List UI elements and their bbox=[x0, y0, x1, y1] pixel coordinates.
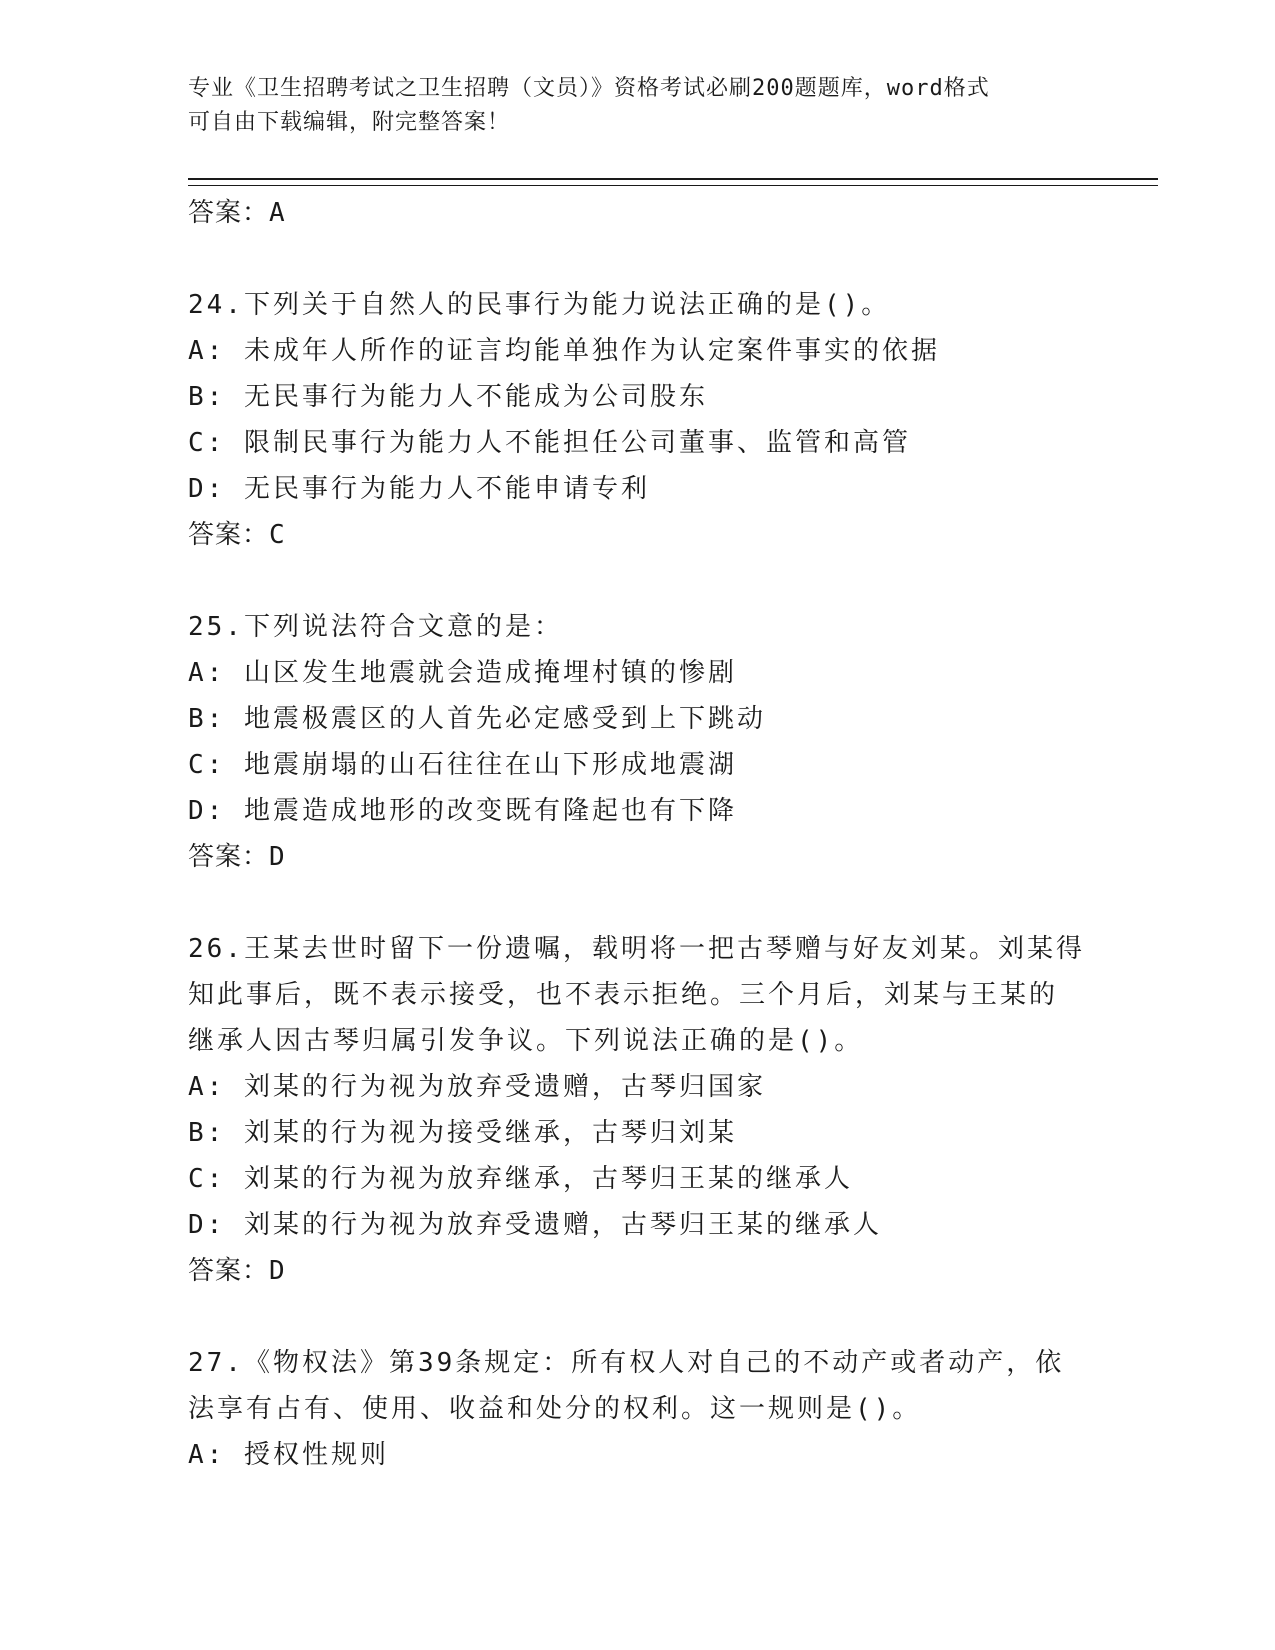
option-a: A: 未成年人所作的证言均能单独作为认定案件事实的依据 bbox=[188, 336, 940, 366]
question-list bbox=[188, 190, 1088, 1478]
answer-line: 答案：D bbox=[188, 842, 286, 872]
header-divider bbox=[188, 178, 1158, 186]
question-25 bbox=[188, 604, 1088, 880]
document-header bbox=[188, 72, 1068, 140]
option-a: A: 刘某的行为视为放弃受遗赠，古琴归国家 bbox=[188, 1072, 766, 1102]
option-c: C: 刘某的行为视为放弃继承，古琴归王某的继承人 bbox=[188, 1164, 853, 1194]
previous-answer: 答案：A bbox=[188, 198, 286, 228]
question-stem-line-1: 26.王某去世时留下一份遗嘱，载明将一把古琴赠与好友刘某。刘某得 bbox=[188, 934, 1085, 964]
question-stem-line-2: 知此事后，既不表示接受，也不表示拒绝。三个月后，刘某与王某的 bbox=[188, 980, 1059, 1010]
option-c: C: 限制民事行为能力人不能担任公司董事、监管和高管 bbox=[188, 428, 911, 458]
question-stem: 24.下列关于自然人的民事行为能力说法正确的是()。 bbox=[188, 290, 891, 320]
spacer bbox=[188, 236, 1088, 282]
spacer bbox=[188, 558, 1088, 604]
header-line-2: 可自由下载编辑，附完整答案！ bbox=[188, 110, 511, 135]
option-d: D: 无民事行为能力人不能申请专利 bbox=[188, 474, 650, 504]
question-stem: 25.下列说法符合文意的是： bbox=[188, 612, 563, 642]
option-b: B: 地震极震区的人首先必定感受到上下跳动 bbox=[188, 704, 766, 734]
option-a: A: 山区发生地震就会造成掩埋村镇的惨剧 bbox=[188, 658, 737, 688]
option-c: C: 地震崩塌的山石往往在山下形成地震湖 bbox=[188, 750, 737, 780]
spacer bbox=[188, 880, 1088, 926]
option-d: D: 刘某的行为视为放弃受遗赠，古琴归王某的继承人 bbox=[188, 1210, 882, 1240]
question-27 bbox=[188, 1340, 1088, 1478]
question-stem-line-2: 法享有占有、使用、收益和处分的权利。这一规则是()。 bbox=[188, 1394, 922, 1424]
option-b: B: 无民事行为能力人不能成为公司股东 bbox=[188, 382, 708, 412]
option-d: D: 地震造成地形的改变既有隆起也有下降 bbox=[188, 796, 737, 826]
answer-line: 答案：C bbox=[188, 520, 286, 550]
option-b: B: 刘某的行为视为接受继承，古琴归刘某 bbox=[188, 1118, 737, 1148]
spacer bbox=[188, 1294, 1088, 1340]
question-26 bbox=[188, 926, 1088, 1294]
question-stem-line-1: 27.《物权法》第39条规定：所有权人对自己的不动产或者动产，依 bbox=[188, 1348, 1065, 1378]
question-24 bbox=[188, 282, 1088, 558]
header-line-1: 专业《卫生招聘考试之卫生招聘（文员）》资格考试必刷200题题库，word格式 bbox=[188, 76, 990, 101]
option-a: A: 授权性规则 bbox=[188, 1440, 389, 1470]
question-stem-line-3: 继承人因古琴归属引发争议。下列说法正确的是()。 bbox=[188, 1026, 864, 1056]
answer-line: 答案：D bbox=[188, 1256, 286, 1286]
